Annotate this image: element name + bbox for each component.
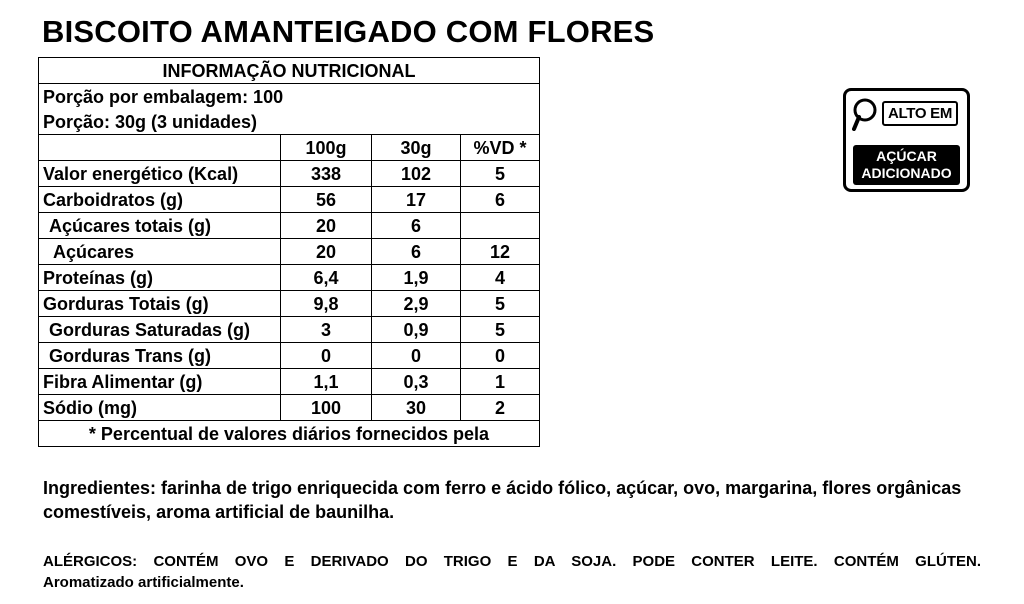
row-label: Carboidratos (g)	[39, 187, 281, 213]
portion-row	[39, 109, 540, 135]
column-30g: 30g	[372, 135, 461, 161]
seal-high-in: ALTO EM	[882, 101, 958, 126]
row-30g: 0	[372, 343, 461, 369]
aroma-text: Aromatizado artificialmente.	[43, 574, 244, 591]
row-100g: 6,4	[281, 265, 372, 291]
seal-line-2: ADICIONADO	[861, 165, 952, 181]
allergens-text: ALÉRGICOS: CONTÉM OVO E DERIVADO DO TRIGO E DA SOJA. PODE CONTER LEITE. CONTÉM GLÚTEN.	[43, 553, 981, 570]
row-100g: 20	[281, 239, 372, 265]
row-30g: 102	[372, 161, 461, 187]
table-row	[39, 213, 540, 239]
row-100g: 3	[281, 317, 372, 343]
row-vd	[461, 213, 540, 239]
row-100g: 1,1	[281, 369, 372, 395]
row-label: Proteínas (g)	[39, 265, 281, 291]
table-row	[39, 343, 540, 369]
table-header: INFORMAÇÃO NUTRICIONAL	[39, 58, 540, 84]
table-row	[39, 395, 540, 421]
high-sugar-seal	[843, 88, 970, 192]
row-label: Açúcares totais (g)	[39, 213, 281, 239]
row-30g: 30	[372, 395, 461, 421]
row-label: Sódio (mg)	[39, 395, 281, 421]
column-vd: %VD *	[461, 135, 540, 161]
row-100g: 20	[281, 213, 372, 239]
row-100g: 338	[281, 161, 372, 187]
row-100g: 100	[281, 395, 372, 421]
table-footnote: * Percentual de valores diários fornecidos pela	[39, 421, 540, 447]
seal-added-sugar	[853, 145, 960, 185]
row-label: Gorduras Saturadas (g)	[39, 317, 281, 343]
row-label: Gorduras Trans (g)	[39, 343, 281, 369]
row-30g: 17	[372, 187, 461, 213]
row-100g: 9,8	[281, 291, 372, 317]
row-vd: 12	[461, 239, 540, 265]
portion-pack-row	[39, 84, 540, 110]
seal-top	[846, 91, 967, 137]
row-vd: 5	[461, 161, 540, 187]
row-vd: 5	[461, 291, 540, 317]
ingredients-text: Ingredientes: farinha de trigo enriquecida com ferro e ácido fólico, açúcar, ovo, margarina, flores orgânicas comestíveis, aroma artificial de baunilha.	[43, 478, 962, 522]
row-100g: 0	[281, 343, 372, 369]
table-row	[39, 291, 540, 317]
row-label: Valor energético (Kcal)	[39, 161, 281, 187]
portion-pack: Porção por embalagem: 100	[39, 84, 540, 110]
product-title: BISCOITO AMANTEIGADO COM FLORES	[42, 14, 655, 49]
table-row	[39, 369, 540, 395]
row-30g: 1,9	[372, 265, 461, 291]
row-vd: 5	[461, 317, 540, 343]
row-label: Gorduras Totais (g)	[39, 291, 281, 317]
nutrition-table	[38, 57, 540, 447]
row-30g: 0,3	[372, 369, 461, 395]
columns-row	[39, 135, 540, 161]
row-vd: 6	[461, 187, 540, 213]
row-100g: 56	[281, 187, 372, 213]
magnifier-icon	[852, 97, 882, 131]
footnote-row	[39, 421, 540, 447]
table-row	[39, 317, 540, 343]
table-header-row	[39, 58, 540, 84]
row-30g: 6	[372, 239, 461, 265]
table-row	[39, 239, 540, 265]
row-vd: 4	[461, 265, 540, 291]
table-row	[39, 265, 540, 291]
columns-blank	[39, 135, 281, 161]
row-30g: 2,9	[372, 291, 461, 317]
row-vd: 1	[461, 369, 540, 395]
row-vd: 2	[461, 395, 540, 421]
row-30g: 6	[372, 213, 461, 239]
row-vd: 0	[461, 343, 540, 369]
column-100g: 100g	[281, 135, 372, 161]
table-row	[39, 161, 540, 187]
seal-line-1: AÇÚCAR	[876, 148, 937, 164]
row-30g: 0,9	[372, 317, 461, 343]
row-label: Fibra Alimentar (g)	[39, 369, 281, 395]
portion: Porção: 30g (3 unidades)	[39, 109, 540, 135]
row-label: Açúcares	[39, 239, 281, 265]
table-row	[39, 187, 540, 213]
